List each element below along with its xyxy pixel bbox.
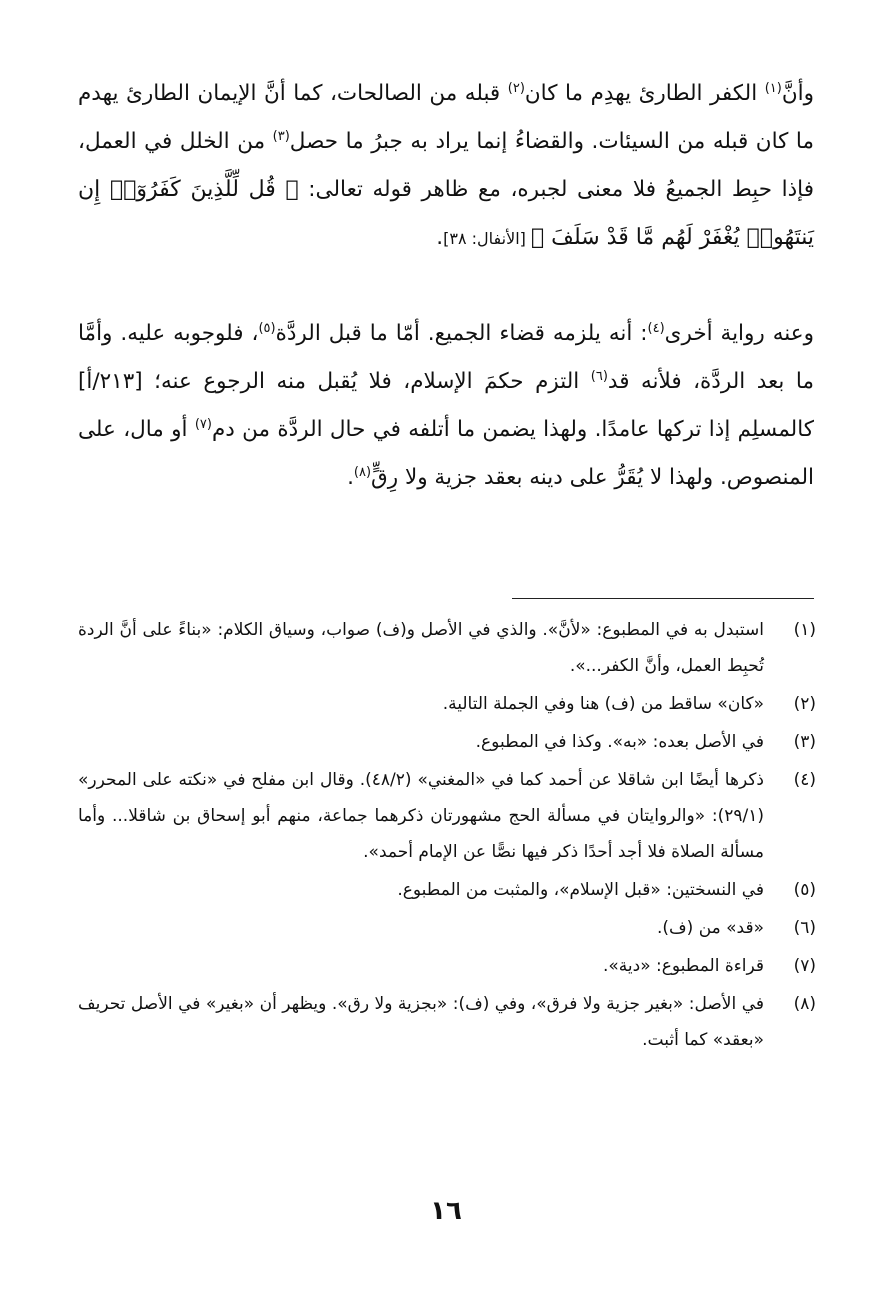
paragraph-text: الكفر الطارئ يهدِم ما كان [524, 81, 765, 106]
footnote-number: (٥) [793, 880, 816, 900]
paragraph-text: . [436, 225, 444, 250]
main-paragraph-2 [78, 310, 814, 502]
footnote-marker: (١) [764, 80, 782, 96]
footnote-marker: (٦) [590, 368, 608, 384]
footnote-number: (٤) [793, 770, 816, 790]
footnote-item [78, 872, 816, 908]
main-paragraph-1 [78, 70, 814, 263]
paragraph-text: قبله من الصالحات، كما أنَّ الإيمان الطارئ يهدم ما كان قبله من السيئات. والقضاءُ إنما يراد به جبرُ ما حصل [78, 81, 814, 154]
footnote-item [78, 986, 816, 1058]
page-number: ١٦ [430, 1196, 462, 1226]
footnote-item [78, 724, 816, 760]
footnote-item [78, 948, 816, 984]
footnote-marker: (٥) [258, 320, 276, 336]
footnote-marker: (٧) [194, 416, 212, 432]
footnote-marker: (٢) [507, 80, 525, 96]
footnote-number: (٦) [793, 918, 816, 938]
footnote-text: «قد» من (ف). [657, 918, 764, 938]
footnotes-section [78, 612, 816, 1060]
paragraph-text: . [347, 465, 354, 490]
paragraph-text: وأنَّ [781, 81, 814, 106]
footnote-number: (١) [793, 620, 816, 640]
footnote-item [78, 762, 816, 870]
paragraph-text: : أنه يلزمه قضاء الجميع. أمّا ما قبل الردَّة [275, 321, 648, 346]
footnote-marker: (٣) [272, 128, 290, 144]
paragraph-text: من الخلل في العمل، فإذا حبِط الجميعُ فلا معنى لجبره، مع ظاهر قوله تعالى: [78, 129, 815, 202]
footnote-text: في النسختين: «قبل الإسلام»، والمثبت من المطبوع. [397, 880, 764, 900]
footnote-separator [512, 598, 814, 599]
quran-verse: ﴿ قُل لِّلَّذِينَ كَفَرُوٓا۟ إِن يَنتَهُوا۟ يُغْفَرْ لَهُم مَّا قَدْ سَلَفَ ﴾ [78, 177, 814, 250]
verse-reference: [الأنفال: ٣٨] [443, 229, 531, 248]
footnote-text: في الأصل: «بغير جزية ولا فرق»، وفي (ف): «بجزية ولا رق». ويظهر أن «بغير» في الأصل تحريف «بعقد» كما أثبت. [78, 994, 764, 1050]
footnote-text: «كان» ساقط من (ف) هنا وفي الجملة التالية. [442, 694, 764, 714]
footnote-number: (٧) [793, 956, 816, 976]
footnote-text: في الأصل بعده: «به». وكذا في المطبوع. [475, 732, 764, 752]
paragraph-text: وعنه رواية أخرى [664, 321, 814, 346]
footnote-marker: (٤) [647, 320, 665, 336]
footnote-item [78, 686, 816, 722]
footnote-text: استبدل به في المطبوع: «لأنَّ». والذي في الأصل و(ف) صواب، وسياق الكلام: «بناءً على أنَّ الردة تُحبِط العمل، وأنَّ الكفر...». [78, 620, 764, 676]
paragraph-text: ، فلوجوبه عليه. وأمَّا ما بعد الردَّة، فلأنه قد [78, 321, 814, 394]
footnote-number: (٣) [793, 732, 816, 752]
paragraph-text: التزم حكمَ الإسلام، فلا يُقبل منه الرجوع عنه؛ [٢١٣/أ] كالمسلِم إذا تركها عامدًا. ولهذا يضمن ما أتلفه في حال الردَّة من دم [78, 369, 814, 442]
footnote-text: قراءة المطبوع: «دية». [602, 956, 764, 976]
footnote-item [78, 612, 816, 684]
paragraph-text: أو مال، على المنصوص. ولهذا لا يُقَرُّ على دينه بعقد جزية ولا رِقٍّ [78, 417, 814, 490]
footnote-number: (٢) [793, 694, 816, 714]
footnote-marker: (٨) [353, 464, 372, 480]
footnote-item [78, 910, 816, 946]
footnote-number: (٨) [793, 994, 816, 1014]
footnote-text: ذكرها أيضًا ابن شاقلا عن أحمد كما في «المغني» (٤٨/٢). وقال ابن مفلح في «نكته على المحرر» (٢٩/١): «والروايتان في مسألة الحج مشهورتان ذكرهما جماعة، منهم أبو إسحاق بن شاقلا... وأما مسألة الصلاة فلا أجد أحدًا ذكر فيها نصًّا عن الإمام أحمد». [78, 770, 764, 862]
